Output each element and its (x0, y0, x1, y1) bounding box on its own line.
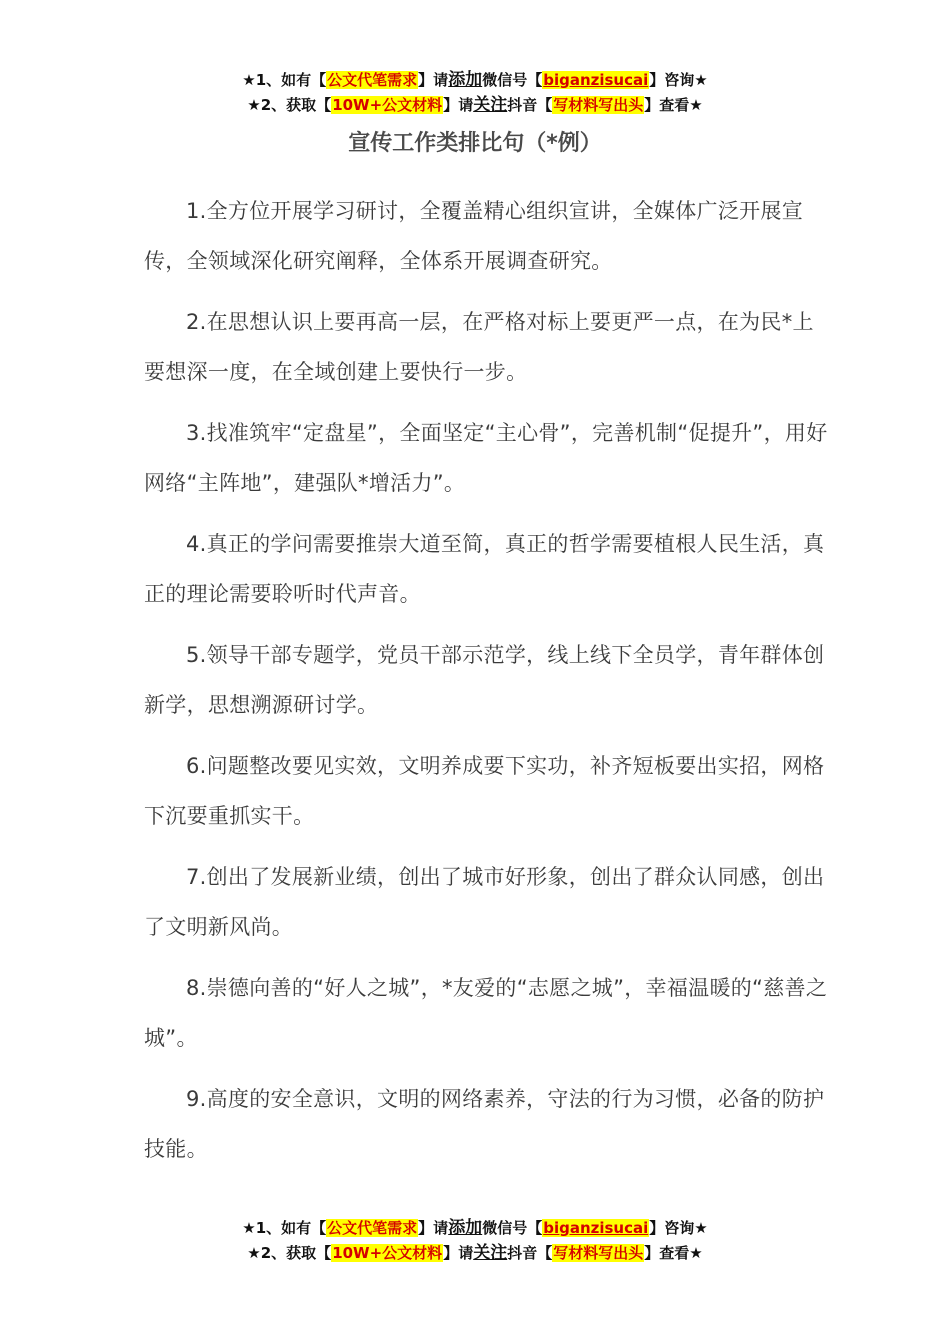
promo-text: 】查看★ (644, 96, 703, 114)
promo-emphasis: 关注 (473, 95, 508, 115)
promo-wechat-id[interactable]: biganzisucai (543, 1219, 649, 1237)
paragraph: 5.领导干部专题学，党员干部示范学，线上线下全员学，青年群体创新学，思想溯源研讨学。 (144, 643, 825, 717)
promo-line-2 (0, 93, 950, 118)
paragraph: 1.全方位开展学习研讨，全覆盖精心组织宣讲，全媒体广泛开展宣传，全领域深化研究阐释，全体系开展调查研究。 (144, 199, 804, 273)
paragraph: 6.问题整改要见实效，文明养成要下实功，补齐短板要出实招，网格下沉要重抓实干。 (144, 754, 825, 828)
promo-text: 抖音【 (507, 96, 553, 114)
promo-text: ★1、如有【 (242, 71, 327, 89)
promo-emphasis: 添加 (448, 1218, 483, 1238)
promo-text: 抖音【 (507, 1244, 553, 1262)
promo-highlight: 写材料写出头 (553, 96, 644, 114)
promo-emphasis: 关注 (473, 1243, 508, 1263)
paragraph: 4.真正的学问需要推崇大道至简，真正的哲学需要植根人民生活，真正的理论需要聆听时代声音。 (144, 532, 825, 606)
promo-text: 】请 (443, 96, 474, 114)
promo-text: ★1、如有【 (242, 1219, 327, 1237)
promo-text: 微信号【 (482, 71, 543, 89)
promo-wechat-id[interactable]: biganzisucai (543, 71, 649, 89)
promo-emphasis: 添加 (448, 70, 483, 90)
promo-line-2 (0, 1241, 950, 1266)
promo-text: 】咨询★ (649, 1219, 708, 1237)
promo-highlight: 公文代笔需求 (327, 71, 418, 89)
promo-footer (0, 1216, 950, 1266)
page-title: 宣传工作类排比句（*例） (348, 131, 602, 156)
promo-text: 】请 (418, 1219, 449, 1237)
paragraph: 9.高度的安全意识，文明的网络素养，守法的行为习惯，必备的防护技能。 (144, 1087, 825, 1161)
promo-text: 微信号【 (482, 1219, 543, 1237)
paragraph: 7.创出了发展新业绩，创出了城市好形象，创出了群众认同感，创出了文明新风尚。 (144, 865, 825, 939)
promo-highlight: 10W+公文材料 (332, 96, 443, 114)
promo-text: ★2、获取【 (247, 96, 332, 114)
promo-line-1 (0, 68, 950, 93)
promo-highlight: 写材料写出头 (553, 1244, 644, 1262)
promo-text: 】查看★ (644, 1244, 703, 1262)
paragraph: 3.找准筑牢“定盘星”，全面坚定“主心骨”，完善机制“促提升”，用好网络“主阵地”，建强队*增活力”。 (144, 421, 828, 495)
promo-line-1 (0, 1216, 950, 1241)
promo-highlight: 公文代笔需求 (327, 1219, 418, 1237)
promo-text: 】请 (418, 71, 449, 89)
paragraph: 2.在思想认识上要再高一层，在严格对标上要更严一点，在为民*上要想深一度，在全域创建上要快行一步。 (144, 310, 814, 384)
document-body (144, 186, 834, 1185)
promo-text: 】请 (443, 1244, 474, 1262)
promo-text: ★2、获取【 (247, 1244, 332, 1262)
promo-header (0, 68, 950, 118)
promo-text: 】咨询★ (649, 71, 708, 89)
paragraph: 8.崇德向善的“好人之城”，*友爱的“志愿之城”，幸福温暖的“慈善之城”。 (144, 976, 828, 1050)
promo-highlight: 10W+公文材料 (332, 1244, 443, 1262)
